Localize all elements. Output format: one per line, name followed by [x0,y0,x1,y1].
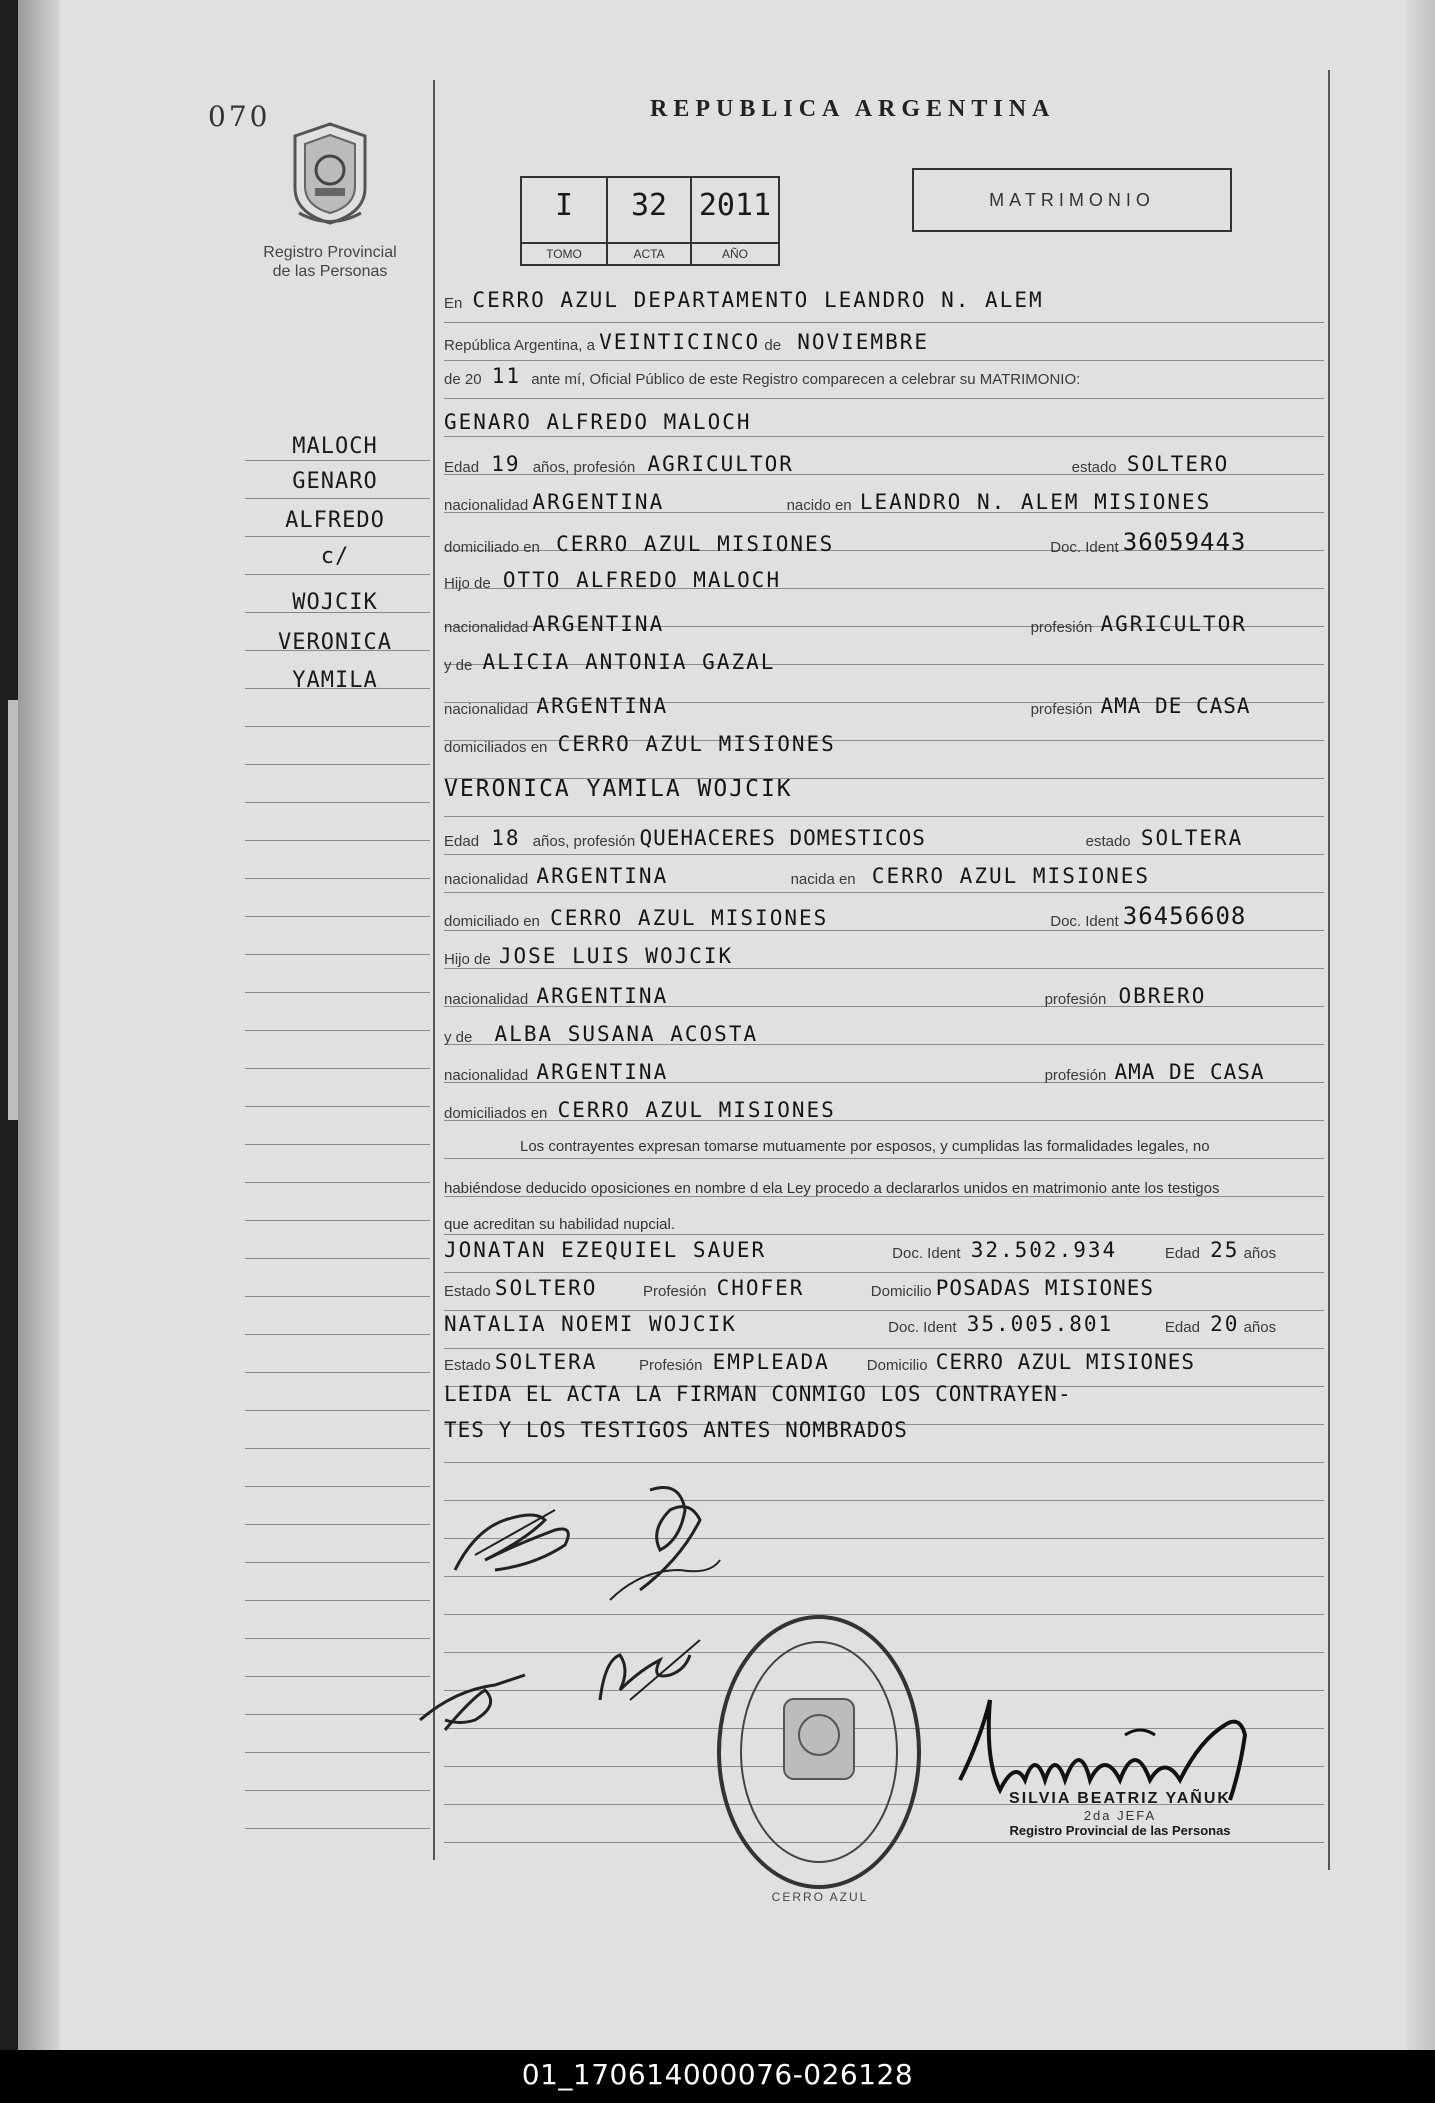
margin-ruled-line [245,1828,430,1829]
margin-ruled-line [245,1752,430,1753]
margin-ruled-line [245,1600,430,1601]
margin-ruled-line [245,498,430,499]
acta-value: 32 [630,188,668,223]
folio-number: 070 [208,100,271,133]
witness-1-profession: CHOFER [716,1276,805,1300]
margin-ruled-line [245,1296,430,1297]
official-seal-icon [712,1607,927,1897]
margin-ruled-line [245,1068,430,1069]
groom-mother: ALICIA ANTONIA GAZAL [482,650,776,674]
margin-note-line: GENARO [292,469,378,494]
official-name: SILVIA BEATRIZ YAÑUK [1009,1790,1231,1807]
ruled-line [444,1462,1324,1463]
witness-1-age: 25 [1210,1238,1240,1262]
groom-parents-domicile-row: domiciliados en CERRO AZUL MISIONES [444,732,836,756]
bride-father-nationality: ARGENTINA [536,984,669,1008]
bride-mother-profession: AMA DE CASA [1114,1060,1265,1084]
record-type-box: MATRIMONIO [912,168,1232,232]
acta-label: ACTA [608,242,690,264]
groom-domicile-row: domiciliado en CERRO AZUL MISIONES Doc. Ident 36059443 [444,528,1247,556]
groom-father-nationality: ARGENTINA [532,612,665,636]
bride-profession: QUEHACERES DOMESTICOS [639,826,926,850]
margin-ruled-line [245,916,430,917]
margin-ruled-line [245,1524,430,1525]
marriage-day: VEINTICINCO [599,330,761,354]
margin-ruled-line [245,1638,430,1639]
groom-doc: 36059443 [1122,528,1247,556]
groom-mother-row: y de ALICIA ANTONIA GAZAL [444,650,776,674]
bride-signature-icon [590,1480,740,1610]
margin-ruled-line [245,726,430,727]
ruled-line [444,1310,1324,1311]
bride-mother: ALBA SUSANA ACOSTA [494,1022,759,1046]
margin-note-line: MALOCH [292,434,378,459]
margin-note-line: VERONICA [278,630,392,655]
margin-ruled-line [245,840,430,841]
ruled-line [444,1234,1324,1235]
margin-ruled-line [245,1410,430,1411]
groom-nationality: ARGENTINA [532,490,665,514]
groom-father-nat-row: nacionalidad ARGENTINA profesión AGRICULTOR [444,612,1247,636]
margin-ruled-line [245,1676,430,1677]
margin-ruled-line [245,1144,430,1145]
margin-ruled-line [245,1334,430,1335]
groom-name-row [444,410,1314,444]
margin-ruled-line [245,1790,430,1791]
margin-ruled-line [245,1486,430,1487]
ruled-line [444,1158,1324,1159]
official-org: Registro Provincial de las Personas [1009,1823,1231,1838]
closing-line: TES Y LOS TESTIGOS ANTES NOMBRADOS [444,1418,908,1442]
witness-2-domicile: CERRO AZUL MISIONES [935,1350,1195,1374]
margin-ruled-line [245,1448,430,1449]
groom-nationality-row: nacionalidad ARGENTINA nacido en LEANDRO N. ALEM MISIONES [444,490,1212,514]
witness-1-name: JONATAN EZEQUIEL SAUER [444,1238,767,1262]
seal-inner-text [1100,1640,1101,1641]
ruled-line [444,322,1324,323]
witness-2-details-row: Estado SOLTERA Profesión EMPLEADA Domicilio CERRO AZUL MISIONES [444,1350,1195,1374]
groom-mother-nat-row: nacionalidad ARGENTINA profesión AMA DE CASA [444,694,1251,718]
intro-place-row: En CERRO AZUL DEPARTAMENTO LEANDRO N. ALEM [444,288,1044,312]
groom-status: SOLTERO [1126,452,1230,476]
groom-age-row: Edad 19 años, profesión AGRICULTOR estado SOLTERO [444,452,1230,476]
ruled-line [444,1272,1324,1273]
witness-1-doc: 32.502.934 [970,1238,1118,1262]
bride-nationality: ARGENTINA [536,864,669,888]
witness-2-profession: EMPLEADA [712,1350,830,1374]
bride-father: JOSE LUIS WOJCIK [498,944,734,968]
witness-1-domicile: POSADAS MISIONES [935,1276,1155,1300]
groom-father-row: Hijo de OTTO ALFREDO MALOCH [444,568,782,592]
official-stamp [970,1790,1270,1838]
groom-father: OTTO ALFREDO MALOCH [502,568,782,592]
margin-ruled-line [245,460,430,461]
groom-mother-nationality: ARGENTINA [536,694,669,718]
bride-status: SOLTERA [1140,826,1244,850]
declaration-line: habiéndose deducido oposiciones en nombre d ela Ley procedo a declararlos unidos en matrimonio ante los testigos [444,1180,1220,1197]
ruled-line [444,398,1324,399]
tomo-label: TOMO [522,242,606,264]
bride-birthplace: CERRO AZUL MISIONES [871,864,1151,888]
anio-value: 2011 [698,188,772,223]
witness-signature-icon [590,1600,710,1710]
margin-ruled-line [245,992,430,993]
witness-1-details-row: Estado SOLTERO Profesión CHOFER Domicilio POSADAS MISIONES [444,1276,1155,1300]
margin-ruled-line [245,536,430,537]
margin-ruled-line [245,1258,430,1259]
country-title: REPUBLICA ARGENTINA [650,96,1056,122]
margin-ruled-line [245,764,430,765]
anio-label: AÑO [692,242,778,264]
registry-name: Registro Provincial de las Personas [263,244,397,280]
marriage-month: NOVIEMBRE [797,330,930,354]
groom-name: GENARO ALFREDO MALOCH [444,410,752,434]
margin-ruled-line [245,1714,430,1715]
witness-2-doc: 35.005.801 [966,1312,1114,1336]
tomo-acta-anio-box [520,176,780,266]
witness-2-age: 20 [1210,1312,1240,1336]
margin-ruled-line [245,1372,430,1373]
groom-father-profession: AGRICULTOR [1100,612,1247,636]
scan-id: 01_170614000076-026128 [521,2058,914,2091]
bride-father-profession: OBRERO [1118,984,1207,1008]
bride-name: VERONICA YAMILA WOJCIK [444,776,793,802]
margin-ruled-line [245,1562,430,1563]
book-edge [0,0,18,2050]
margin-note-line: YAMILA [292,668,378,693]
margin-ruled-line [245,1106,430,1107]
intro-date-row: República Argentina, a VEINTICINCO de NOVIEMBRE [444,330,930,354]
margin-note-line: ALFREDO [285,508,385,533]
groom-age: 19 [491,452,521,476]
groom-profession: AGRICULTOR [647,452,794,476]
witness-signature-icon [415,1660,535,1740]
registry-emblem-icon [285,118,375,228]
ruled-line [444,1348,1324,1349]
bride-mother-nationality: ARGENTINA [536,1060,669,1084]
closing-row [444,1418,1314,1452]
margin-ruled-line [245,878,430,879]
closing-line: LEIDA EL ACTA LA FIRMAN CONMIGO LOS CONTRAYEN- [444,1382,1072,1406]
official-role: 2da JEFA [1083,1808,1157,1823]
bride-name-row [444,776,1314,810]
bride-age: 18 [491,826,521,850]
declaration-line: que acreditan su habilidad nupcial. [444,1216,675,1233]
margin-ruled-line [245,1182,430,1183]
margin-ruled-line [245,574,430,575]
intro-statement-row: de 20 11 ante mí, Oficial Público de este Registro comparecen a celebrar su MATRIMONIO: [444,364,1081,388]
closing-row [444,1382,1314,1416]
bride-domicile-row: domiciliado en CERRO AZUL MISIONES Doc. Ident 36456608 [444,902,1247,930]
groom-domicile: CERRO AZUL MISIONES [556,532,835,556]
bride-doc: 36456608 [1122,902,1247,930]
groom-signature-icon [445,1490,585,1580]
right-border [1328,70,1330,1870]
bride-age-row: Edad 18 años, profesión QUEHACERES DOMESTICOS estado SOLTERA [444,826,1244,850]
witness-2-status: SOLTERA [494,1350,598,1374]
groom-birthplace: LEANDRO N. ALEM MISIONES [859,490,1212,514]
bride-father-nat-row: nacionalidad ARGENTINA profesión OBRERO [444,984,1207,1008]
bride-domicile: CERRO AZUL MISIONES [550,906,829,930]
bride-parents-domicile-row: domiciliados en CERRO AZUL MISIONES [444,1098,836,1122]
groom-mother-profession: AMA DE CASA [1100,694,1251,718]
ruled-line [444,816,1324,817]
margin-divider [433,80,435,1860]
bride-mother-row: y de ALBA SUSANA ACOSTA [444,1022,759,1046]
margin-note-line: WOJCIK [292,590,378,615]
bride-mother-nat-row: nacionalidad ARGENTINA profesión AMA DE CASA [444,1060,1265,1084]
margin-ruled-line [245,1220,430,1221]
witness-1-status: SOLTERO [494,1276,598,1300]
groom-parents-domicile: CERRO AZUL MISIONES [557,732,836,756]
seal-text: CERRO AZUL [771,1890,869,1904]
marriage-year: 11 [491,364,522,388]
margin-ruled-line [245,1030,430,1031]
bride-parents-domicile: CERRO AZUL MISIONES [557,1098,836,1122]
margin-ruled-line [245,802,430,803]
marriage-place: CERRO AZUL DEPARTAMENTO LEANDRO N. ALEM [472,288,1044,312]
witness-2-row: NATALIA NOEMI WOJCIK Doc. Ident 35.005.801 Edad 20 años [444,1312,1277,1336]
bride-father-row: Hijo de JOSE LUIS WOJCIK [444,944,734,968]
witness-1-row: JONATAN EZEQUIEL SAUER Doc. Ident 32.502.934 Edad 25 años [444,1238,1277,1262]
tomo-value: I [554,188,574,223]
margin-ruled-line [245,954,430,955]
bride-nationality-row: nacionalidad ARGENTINA nacida en CERRO AZUL MISIONES [444,864,1151,888]
declaration-line: Los contrayentes expresan tomarse mutuamente por esposos, y cumplidas las formalidades legales, no [520,1138,1210,1155]
margin-note-line: c/ [320,544,350,569]
witness-2-name: NATALIA NOEMI WOJCIK [444,1312,737,1336]
